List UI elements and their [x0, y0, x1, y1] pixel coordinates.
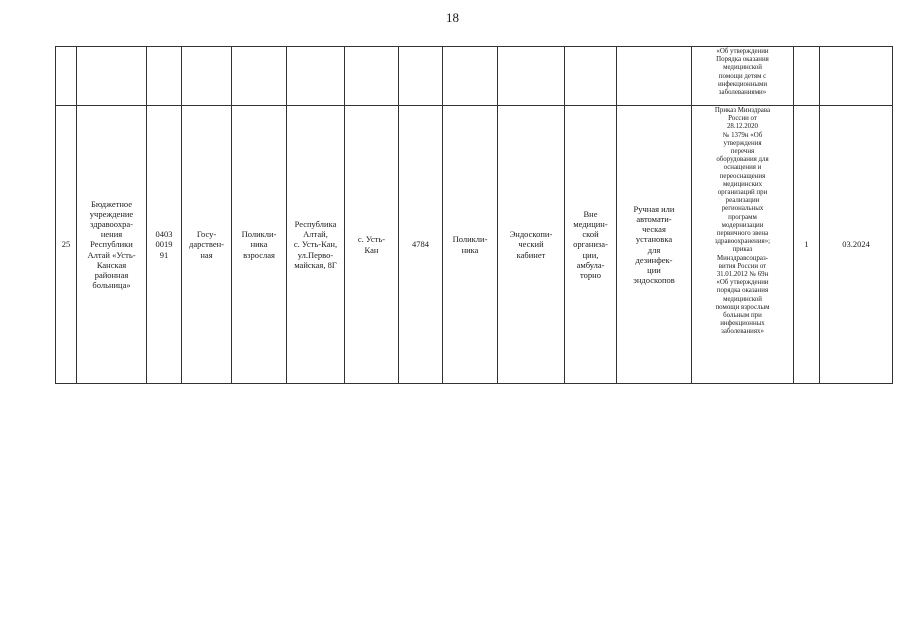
- table-cell: [794, 47, 820, 106]
- row-number-cell: [56, 106, 77, 384]
- room-cell: [498, 106, 565, 384]
- ownership-cell: [182, 106, 232, 384]
- equipment-table: [55, 46, 893, 384]
- organization-code: 0403 0019 91: [155, 229, 173, 260]
- table-cell: [399, 47, 443, 106]
- profile-cell: [565, 106, 617, 384]
- table-cell: [345, 47, 399, 106]
- table-cell: [820, 47, 893, 106]
- date-text: 03.2024: [842, 239, 870, 250]
- code-cell: [147, 106, 182, 384]
- locality-text: с. Усть- Кан: [357, 234, 386, 255]
- address-cell: [287, 106, 345, 384]
- table-cell: [443, 47, 498, 106]
- unit-type-cell: [443, 106, 498, 384]
- table-row: [56, 47, 893, 106]
- ownership-type: Госу- дарствен- ная: [189, 229, 224, 260]
- regulation-text: Приказ Минздрава России от 28.12.2020 № 1379н «Об утверждения перечня оборудования для оснащения и переоснащения медицинских организаций при реализации региональных программ модернизации первичного звена здравоохранения»; приказ Минздравсоцраз- вития России от 31.01.2012 № 69н «Об утверждении порядка оказания медицинской помощи взрослым больным при инфекционных заболеваниях»: [714, 107, 771, 336]
- table-cell: [232, 47, 287, 106]
- date-cell: [820, 106, 893, 384]
- quantity-cell: [794, 106, 820, 384]
- organization-cell: [77, 106, 147, 384]
- table-cell: [147, 47, 182, 106]
- room-text: Эндоскопи- ческий кабинет: [509, 229, 553, 260]
- equipment-cell: [617, 106, 692, 384]
- regulation-cell: [692, 47, 794, 106]
- page-number: 18: [446, 10, 459, 25]
- table-row: [56, 106, 893, 384]
- locality-cell: [345, 106, 399, 384]
- table-cell: [182, 47, 232, 106]
- postcode-text: 4784: [412, 239, 429, 250]
- profile-text: Вне медицин- ской организа- ции, амбула- торно: [573, 208, 608, 280]
- unit-type-text: Поликли- ника: [452, 234, 488, 255]
- postcode-cell: [399, 106, 443, 384]
- address-text: Республика Алтай, с. Усть-Кан, ул.Перво- майская, 8Г: [293, 218, 338, 270]
- table-cell: [287, 47, 345, 106]
- regulation-cell: [692, 106, 794, 384]
- row-number: 25: [61, 239, 71, 250]
- table-cell: [498, 47, 565, 106]
- table-cell: [617, 47, 692, 106]
- equipment-text: Ручная или автомати- ческая установка для дезинфек- ции эндоскопов: [633, 203, 675, 286]
- subdivision-name: Поликли- ника взрослая: [241, 229, 277, 260]
- table-cell: [77, 47, 147, 106]
- table-cell: [565, 47, 617, 106]
- quantity-text: 1: [804, 239, 809, 250]
- subdivision-cell: [232, 106, 287, 384]
- table-cell: [56, 47, 77, 106]
- organization-name: Бюджетное учреждение здравоохра- нения Республики Алтай «Усть- Канская районная больница»: [87, 198, 136, 291]
- regulation-text: «Об утверждении Порядка оказания медицинской помощи детям с инфекционными заболеваниями»: [716, 48, 769, 97]
